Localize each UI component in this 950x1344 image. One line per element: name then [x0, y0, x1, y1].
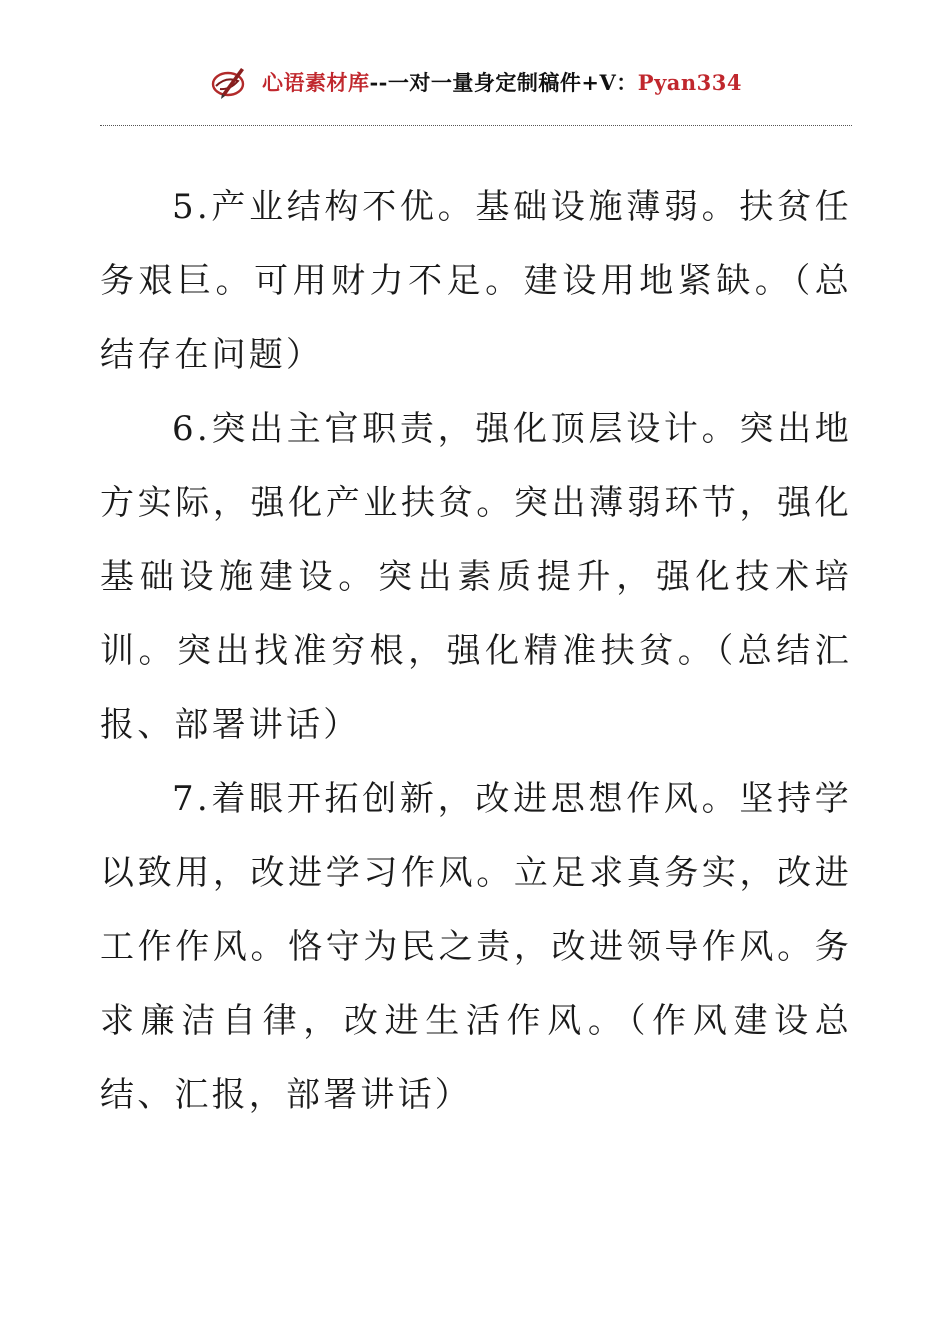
- header-tagline: --一对一量身定制稿件+V：: [369, 70, 638, 95]
- document-body: [100, 170, 852, 1132]
- pen-swirl-logo-icon: [208, 62, 248, 102]
- paragraph-7: 7.着眼开拓创新，改进思想作风。坚持学以致用，改进学习作风。立足求真务实，改进工作作风。恪守为民之责，改进领导作风。务求廉洁自律，改进生活作风。（作风建设总结、汇报，部署讲话）: [100, 779, 852, 1115]
- contact-id: Pyan334: [637, 70, 743, 95]
- paragraph-6: 6.突出主官职责，强化顶层设计。突出地方实际，强化产业扶贫。突出薄弱环节，强化基础设施建设。突出素质提升，强化技术培训。突出找准穷根，强化精准扶贫。（总结汇报、部署讲话）: [100, 409, 852, 745]
- header-divider: [100, 125, 852, 126]
- brand-name: 心语素材库: [261, 70, 370, 95]
- paragraph-5: 5.产业结构不优。基础设施薄弱。扶贫任务艰巨。可用财力不足。建设用地紧缺。（总结存在问题）: [100, 187, 852, 375]
- header-title: [262, 67, 742, 97]
- page-header: [0, 58, 950, 106]
